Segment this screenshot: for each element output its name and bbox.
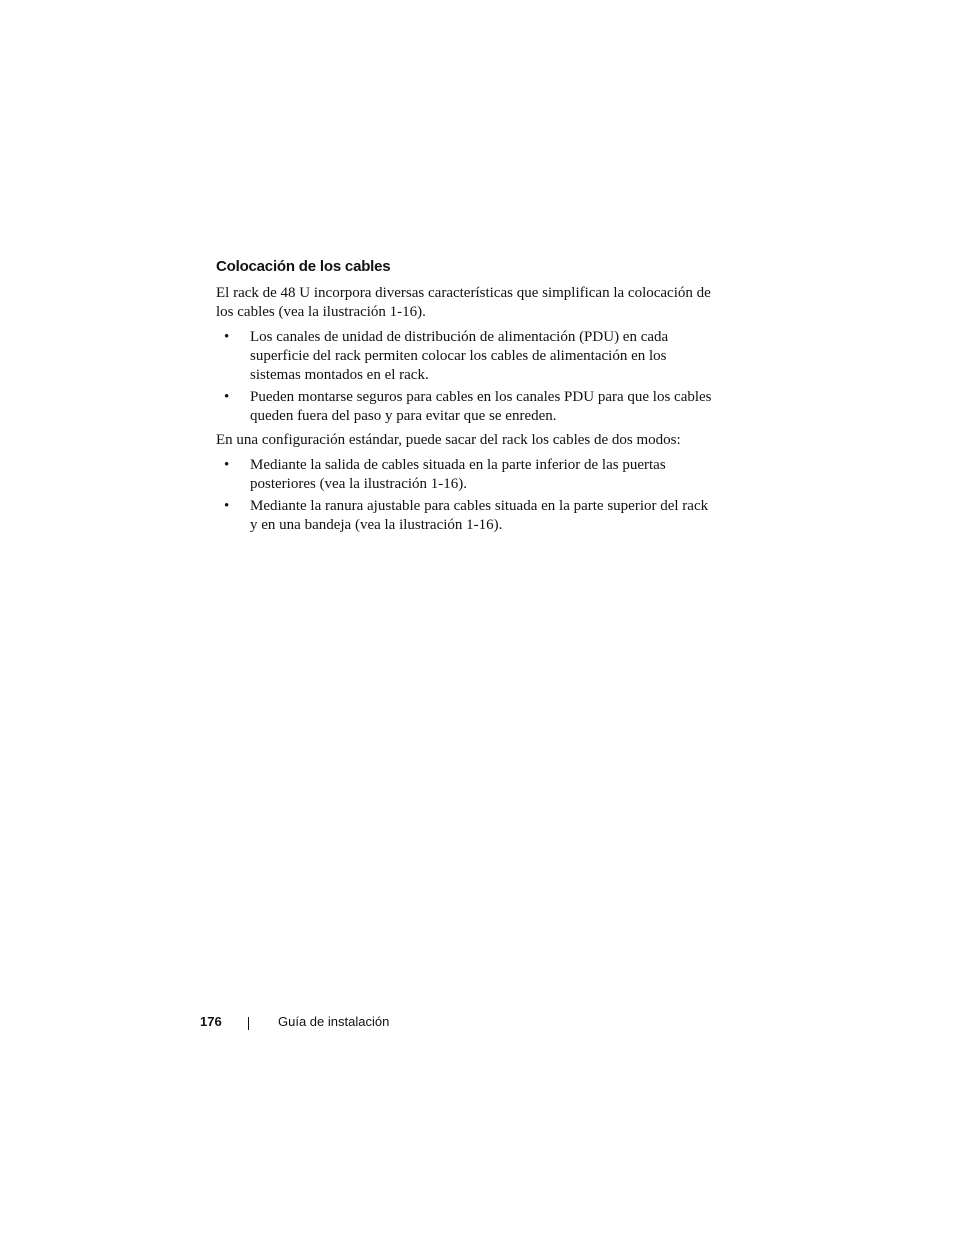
bullet-icon: • <box>224 389 230 405</box>
page-number: 176 <box>200 1014 222 1029</box>
modes-list <box>216 456 716 535</box>
guide-title: Guía de instalación <box>278 1014 390 1029</box>
list-item-text: Pueden montarse seguros para cables en los canales PDU para que los cables queden fuera del paso y para evitar que se enreden. <box>250 389 712 424</box>
intro-paragraph: El rack de 48 U incorpora diversas características que simplifican la colocación de los cables (vea la ilustración 1-16). <box>216 285 711 320</box>
bullet-icon: • <box>224 457 230 473</box>
main-content <box>216 258 716 540</box>
footer-divider <box>248 1017 249 1030</box>
section-heading: Colocación de los cables <box>216 258 391 275</box>
modes-intro-paragraph: En una configuración estándar, puede sacar del rack los cables de dos modos: <box>216 432 681 448</box>
list-item-text: Mediante la salida de cables situada en la parte inferior de las puertas posteriores (vea la ilustración 1-16). <box>250 457 666 492</box>
list-item <box>216 497 716 535</box>
list-item <box>216 456 716 494</box>
list-item-text: Mediante la ranura ajustable para cables situada en la parte superior del rack y en una bandeja (vea la ilustración 1-16). <box>250 498 709 533</box>
list-item <box>216 388 716 426</box>
list-item-text: Los canales de unidad de distribución de alimentación (PDU) en cada superficie del rack permiten colocar los cables de alimentación en los sistemas montados en el rack. <box>250 329 669 383</box>
bullet-icon: • <box>224 329 230 345</box>
list-item <box>216 328 716 385</box>
bullet-icon: • <box>224 498 230 514</box>
features-list <box>216 328 716 426</box>
